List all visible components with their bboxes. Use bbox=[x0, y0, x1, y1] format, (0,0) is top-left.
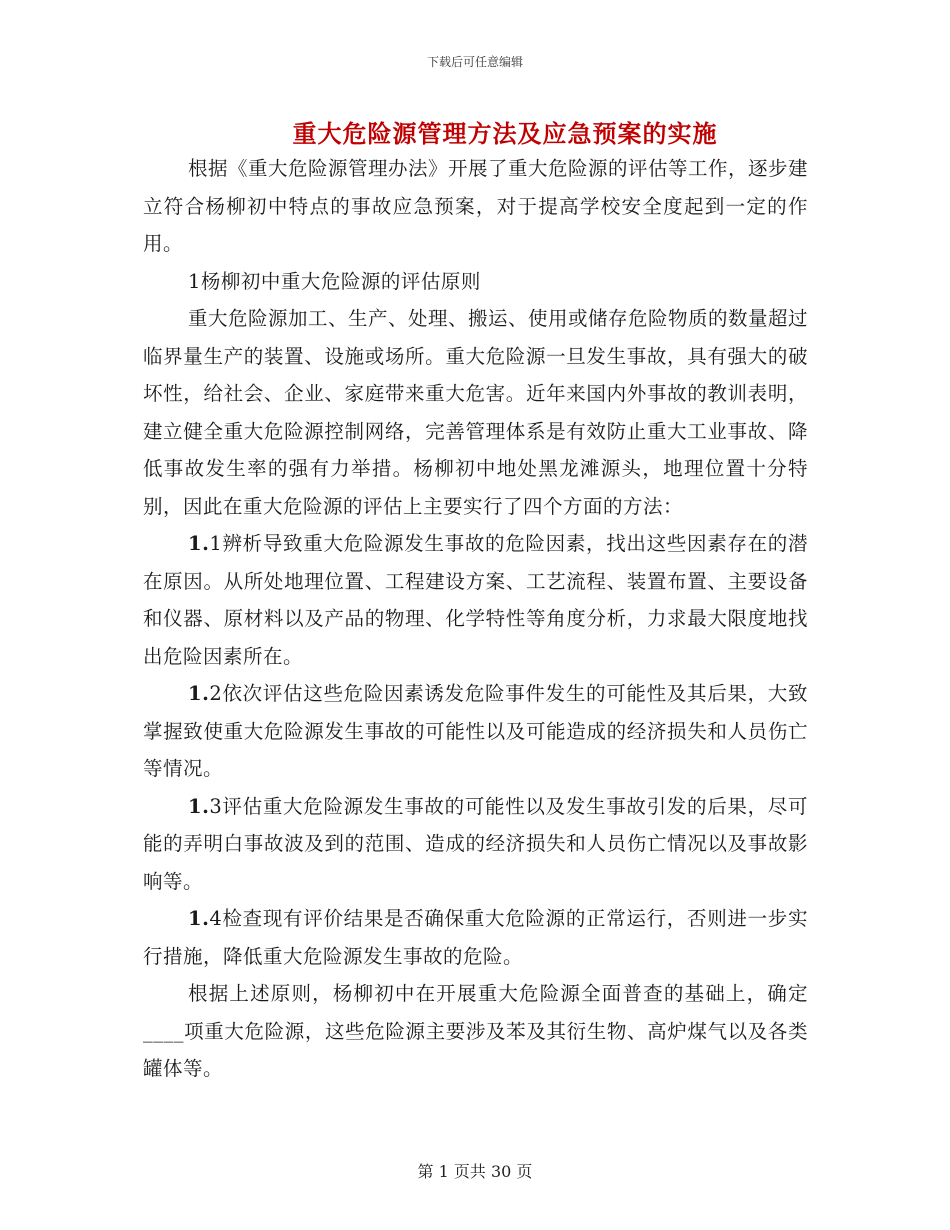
paragraph bbox=[143, 675, 808, 788]
paragraph-text: 1杨柳初中重大危险源的评估原则 bbox=[188, 269, 481, 293]
paragraph bbox=[143, 788, 808, 901]
page-number: 第 1 页共 30 页 bbox=[417, 1162, 533, 1181]
section-number: 1. bbox=[188, 907, 210, 930]
paragraph-text: 根据上述原则，杨柳初中在开展重大危险源全面普查的基础上，确定____项重大危险源，这些危险源主要涉及苯及其衍生物、高炉煤气以及各类罐体等。 bbox=[143, 982, 808, 1080]
section-number: 1. bbox=[188, 682, 210, 705]
section-number: 1. bbox=[188, 794, 210, 818]
paragraph bbox=[143, 975, 808, 1088]
paragraph-text: 3评估重大危险源发生事故的可能性以及发生事故引发的后果，尽可能的弄明白事故波及到的范围、造成的经济损失和人员伤亡情况以及事故影响等。 bbox=[143, 794, 808, 893]
paragraph-text: 4检查现有评价结果是否确保重大危险源的正常运行，否则进一步实行措施，降低重大危险源发生事故的危险。 bbox=[143, 907, 808, 968]
paragraph-text: 1辨析导致重大危险源发生事故的危险因素，找出这些因素存在的潜在原因。从所处地理位置、工程建设方案、工艺流程、装置布置、主要设备和仪器、原材料以及产品的物理、化学特性等角度分析，力求最大限度地找出危险因素所在。 bbox=[143, 532, 808, 668]
document-body bbox=[143, 150, 808, 1088]
paragraph-text: 重大危险源加工、生产、处理、搬运、使用或储存危险物质的数量超过临界量生产的装置、设施或场所。重大危险源一旦发生事故，具有强大的破坏性，给社会、企业、家庭带来重大危害。近年来国内外事故的教训表明，建立健全重大危险源控制网络，完善管理体系是有效防止重大工业事故、降低事故发生率的强有力举措。杨柳初中地处黑龙滩源头，地理位置十分特别，因此在重大危险源的评估上主要实行了四个方面的方法： bbox=[143, 307, 809, 518]
paragraph-text: 根据《重大危险源管理办法》开展了重大危险源的评估等工作，逐步建立符合杨柳初中特点的事故应急预案，对于提高学校安全度起到一定的作用。 bbox=[143, 157, 809, 255]
section-heading bbox=[143, 263, 808, 301]
section-number: 1. bbox=[188, 532, 210, 555]
document-title: 重大危险源管理方法及应急预案的实施 bbox=[292, 119, 718, 148]
paragraph-text: 2依次评估这些危险因素诱发危险事件发生的可能性及其后果，大致掌握致使重大危险源发生事故的可能性以及可能造成的经济损失和人员伤亡等情况。 bbox=[143, 682, 808, 780]
paragraph bbox=[143, 150, 808, 263]
paragraph bbox=[143, 300, 808, 525]
paragraph bbox=[143, 900, 808, 975]
paragraph bbox=[143, 525, 808, 675]
header-note: 下载后可任意编辑 bbox=[426, 55, 523, 69]
